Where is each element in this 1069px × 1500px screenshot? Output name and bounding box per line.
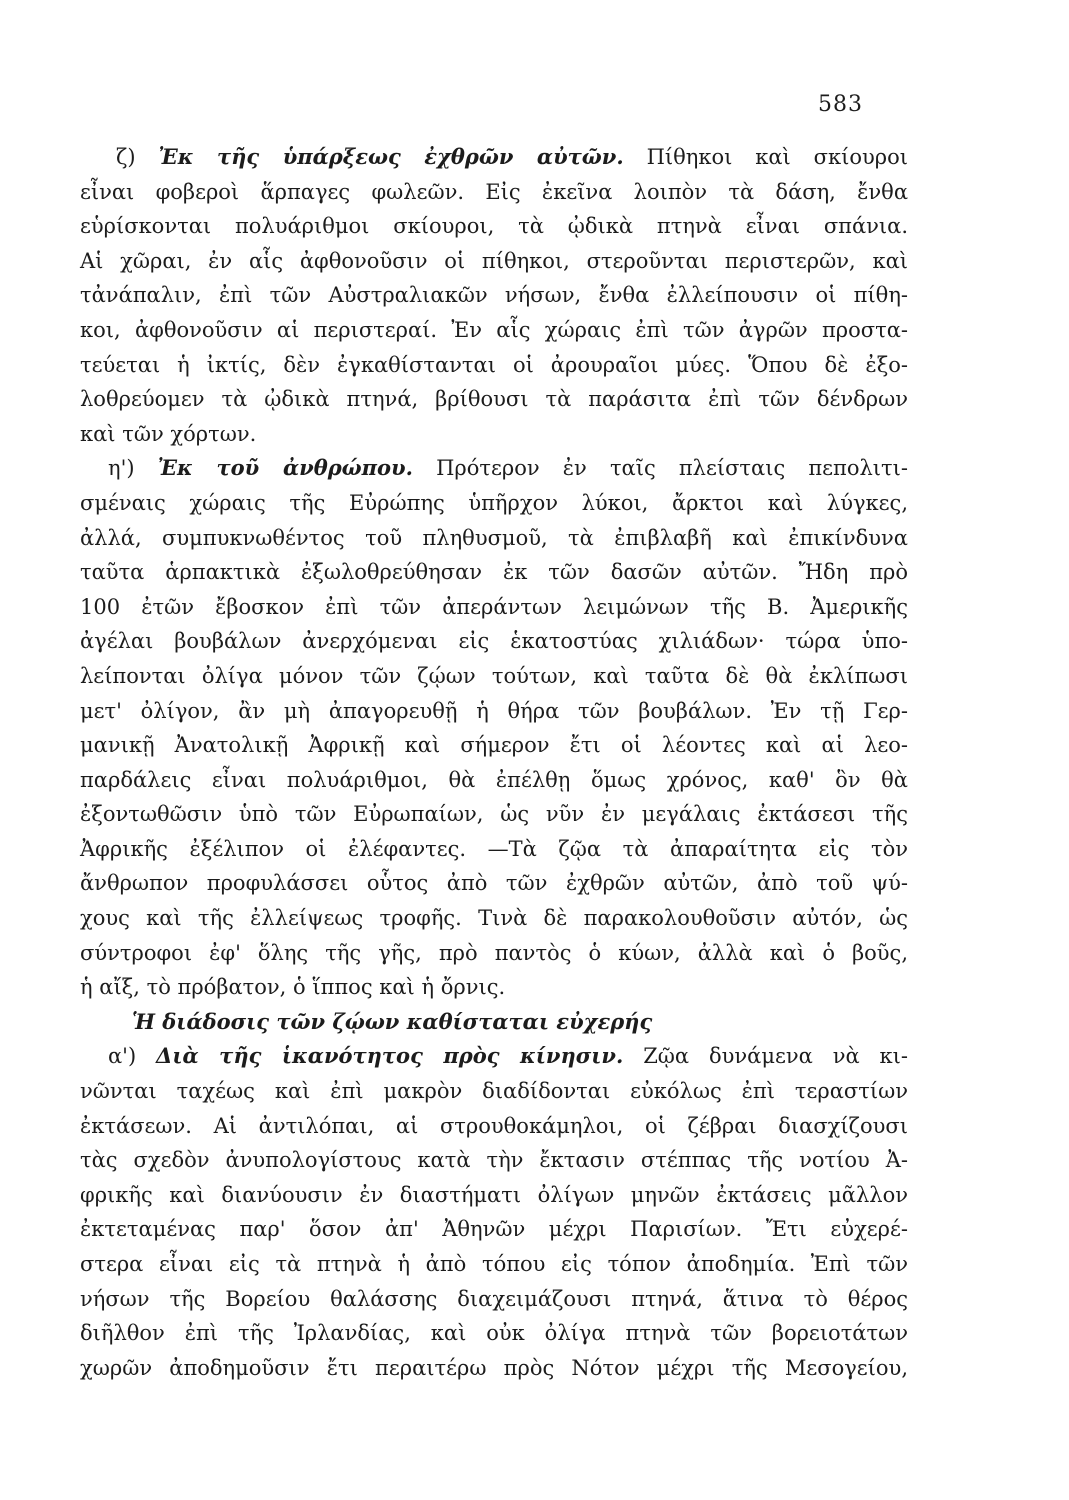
paragraph-line: ἐκτεταμένας παρ' ὅσον ἀπ' Ἀθηνῶν μέχρι Παρισίων. Ἔτι εὐχερέ- bbox=[80, 1217, 908, 1242]
paragraph-line: στερα εἶναι εἰς τὰ πτηνὰ ἡ ἀπὸ τόπου εἰς τόπον ἀποδημία. Ἐπὶ τῶν bbox=[80, 1252, 908, 1276]
paragraph-line: φρικῆς καὶ διανύουσιν ἐν διαστήματι ὀλίγων μηνῶν ἐκτάσεις μᾶλλον bbox=[80, 1182, 908, 1207]
paragraph-line: εἶναι φοβεροὶ ἅρπαγες φωλεῶν. Εἰς ἐκεῖνα λοιπὸν τὰ δάση, ἔνθα bbox=[80, 179, 908, 204]
paragraph-line: λοθρεύομεν τὰ ᾠδικὰ πτηνά, βρίθουσι τὰ παράσιτα ἐπὶ τῶν δένδρων bbox=[80, 387, 908, 412]
body-text bbox=[80, 140, 908, 1385]
paragraph-line: ἄνθρωπον προφυλάσσει οὗτος ἀπὸ τῶν ἐχθρῶν αὐτῶν, ἀπὸ τοῦ ψύ- bbox=[80, 871, 908, 896]
paragraph-line: λείπονται ὀλίγα μόνον τῶν ζῴων τούτων, καὶ ταῦτα δὲ θὰ ἐκλίπωσι bbox=[80, 663, 908, 688]
paragraph-line: ταῦτα ἁρπακτικὰ ἐξωλοθρεύθησαν ἐκ τῶν δασῶν αὐτῶν. Ἤδη πρὸ bbox=[80, 560, 908, 585]
paragraph-line: τεύεται ἡ ἰκτίς, δὲν ἐγκαθίστανται οἱ ἀρουραῖοι μύες. Ὅπου δὲ ἐξο- bbox=[80, 352, 908, 377]
paragraph-line: νήσων τῆς Βορείου θαλάσσης διαχειμάζουσι πτηνά, ἅτινα τὸ θέρος bbox=[80, 1286, 908, 1311]
paragraph-line: Ἀφρικῆς ἐξέλιπον οἱ ἐλέφαντες. —Τὰ ζῷα τὰ ἀπαραίτητα εἰς τὸν bbox=[80, 836, 908, 861]
paragraph-line: μετ' ὀλίγον, ἂν μὴ ἀπαγορευθῇ ἡ θήρα τῶν βουβάλων. Ἐν τῇ Γερ- bbox=[80, 698, 908, 723]
paragraph-line: ἐξοντωθῶσιν ὑπὸ τῶν Εὐρωπαίων, ὡς νῦν ἐν μεγάλαις ἐκτάσεσι τῆς bbox=[80, 802, 908, 827]
section-label: η') bbox=[108, 456, 135, 481]
paragraph-line: διῆλθον ἐπὶ τῆς Ἰρλανδίας, καὶ οὐκ ὀλίγα πτηνὰ τῶν βορειοτάτων bbox=[80, 1321, 908, 1346]
paragraph-line: χωρῶν ἀποδημοῦσιν ἔτι περαιτέρω πρὸς Νότον μέχρι τῆς Μεσογείου, bbox=[80, 1355, 908, 1380]
paragraph-line: παρδάλεις εἶναι πολυάριθμοι, θὰ ἐπέλθῃ ὅμως χρόνος, καθ' ὃν θὰ bbox=[80, 767, 908, 792]
section-heading: Ἐκ τοῦ ἀνθρώπου. bbox=[157, 455, 413, 481]
paragraph-line: χους καὶ τῆς ἐλλείψεως τροφῆς. Τινὰ δὲ παρακολουθοῦσιν αὐτόν, ὡς bbox=[80, 906, 908, 931]
paragraph-line: νῶνται ταχέως καὶ ἐπὶ μακρὸν διαδίδονται εὐκόλως ἐπὶ τεραστίων bbox=[80, 1079, 908, 1104]
section-heading: Διὰ τῆς ἱκανότητος πρὸς κίνησιν. bbox=[156, 1043, 624, 1069]
paragraph-line: ἐκτάσεων. Αἱ ἀντιλόπαι, αἱ στρουθοκάμηλοι, οἱ ζέβραι διασχίζουσι bbox=[80, 1113, 908, 1138]
page-number: 583 bbox=[818, 92, 863, 117]
subsection-heading: Ἡ διάδοσις τῶν ζῴων καθίσταται εὐχερής bbox=[132, 1008, 653, 1034]
paragraph-line: καὶ τῶν χόρτων. bbox=[80, 421, 257, 446]
paragraph-line: σύντροφοι ἐφ' ὅλης τῆς γῆς, πρὸ παντὸς ὁ κύων, ἀλλὰ καὶ ὁ βοῦς, bbox=[80, 940, 908, 965]
paragraph-line: εὑρίσκονται πολυάριθμοι σκίουροι, τὰ ᾠδικὰ πτηνὰ εἶναι σπάνια. bbox=[80, 214, 908, 239]
paragraph-zeta-line-1: ζ) Ἐκ τῆς ὑπάρξεως ἐχθρῶν αὐτῶν. Πίθηκοι καὶ σκίουροι bbox=[116, 144, 908, 169]
paragraph-line: μανικῇ Ἀνατολικῇ Ἀφρικῇ καὶ σήμερον ἔτι οἱ λέοντες καὶ αἱ λεο- bbox=[80, 733, 908, 758]
paragraph-line: τἀνάπαλιν, ἐπὶ τῶν Αὐστραλιακῶν νήσων, ἔνθα ἐλλείπουσιν οἱ πίθη- bbox=[80, 283, 908, 308]
section-label: α') bbox=[108, 1044, 137, 1069]
paragraph-alpha-line-1: α') Διὰ τῆς ἱκανότητος πρὸς κίνησιν. Ζῷα δυνάμενα νὰ κι- bbox=[108, 1043, 908, 1069]
section-label: ζ) bbox=[116, 145, 136, 169]
paragraph-line: κοι, ἀφθονοῦσιν αἱ περιστεραί. Ἐν αἷς χώραις ἐπὶ τῶν ἀγρῶν προστα- bbox=[80, 317, 908, 342]
paragraph-line: σμέναις χώραις τῆς Εὐρώπης ὑπῆρχον λύκοι, ἄρκτοι καὶ λύγκες, bbox=[80, 490, 908, 515]
paragraph-line: ἀγέλαι βουβάλων ἀνερχόμεναι εἰς ἑκατοστύας χιλιάδων· τώρα ὑπο- bbox=[80, 629, 908, 654]
paragraph-line: 100 ἐτῶν ἔβοσκον ἐπὶ τῶν ἀπεράντων λειμώνων τῆς Β. Ἀμερικῆς bbox=[80, 594, 908, 619]
paragraph-line: τὰς σχεδὸν ἀνυπολογίστους κατὰ τὴν ἔκτασιν στέππας τῆς νοτίου Ἀ- bbox=[80, 1148, 908, 1173]
paragraph-line: ἡ αἴξ, τὸ πρόβατον, ὁ ἵππος καὶ ἡ ὄρνις. bbox=[80, 975, 506, 1000]
section-heading: Ἐκ τῆς ὑπάρξεως ἐχθρῶν αὐτῶν. bbox=[158, 144, 624, 169]
paragraph-line: Αἱ χῶραι, ἐν αἷς ἀφθονοῦσιν οἱ πίθηκοι, στεροῦνται περιστερῶν, καὶ bbox=[80, 248, 908, 273]
paragraph-line: ἀλλά, συμπυκνωθέντος τοῦ πληθυσμοῦ, τὰ ἐπιβλαβῆ καὶ ἐπικίνδυνα bbox=[80, 525, 908, 550]
paragraph-eta-line-1: η') Ἐκ τοῦ ἀνθρώπου. Πρότερον ἐν ταῖς πλείσταις πεπολιτι- bbox=[108, 455, 908, 481]
